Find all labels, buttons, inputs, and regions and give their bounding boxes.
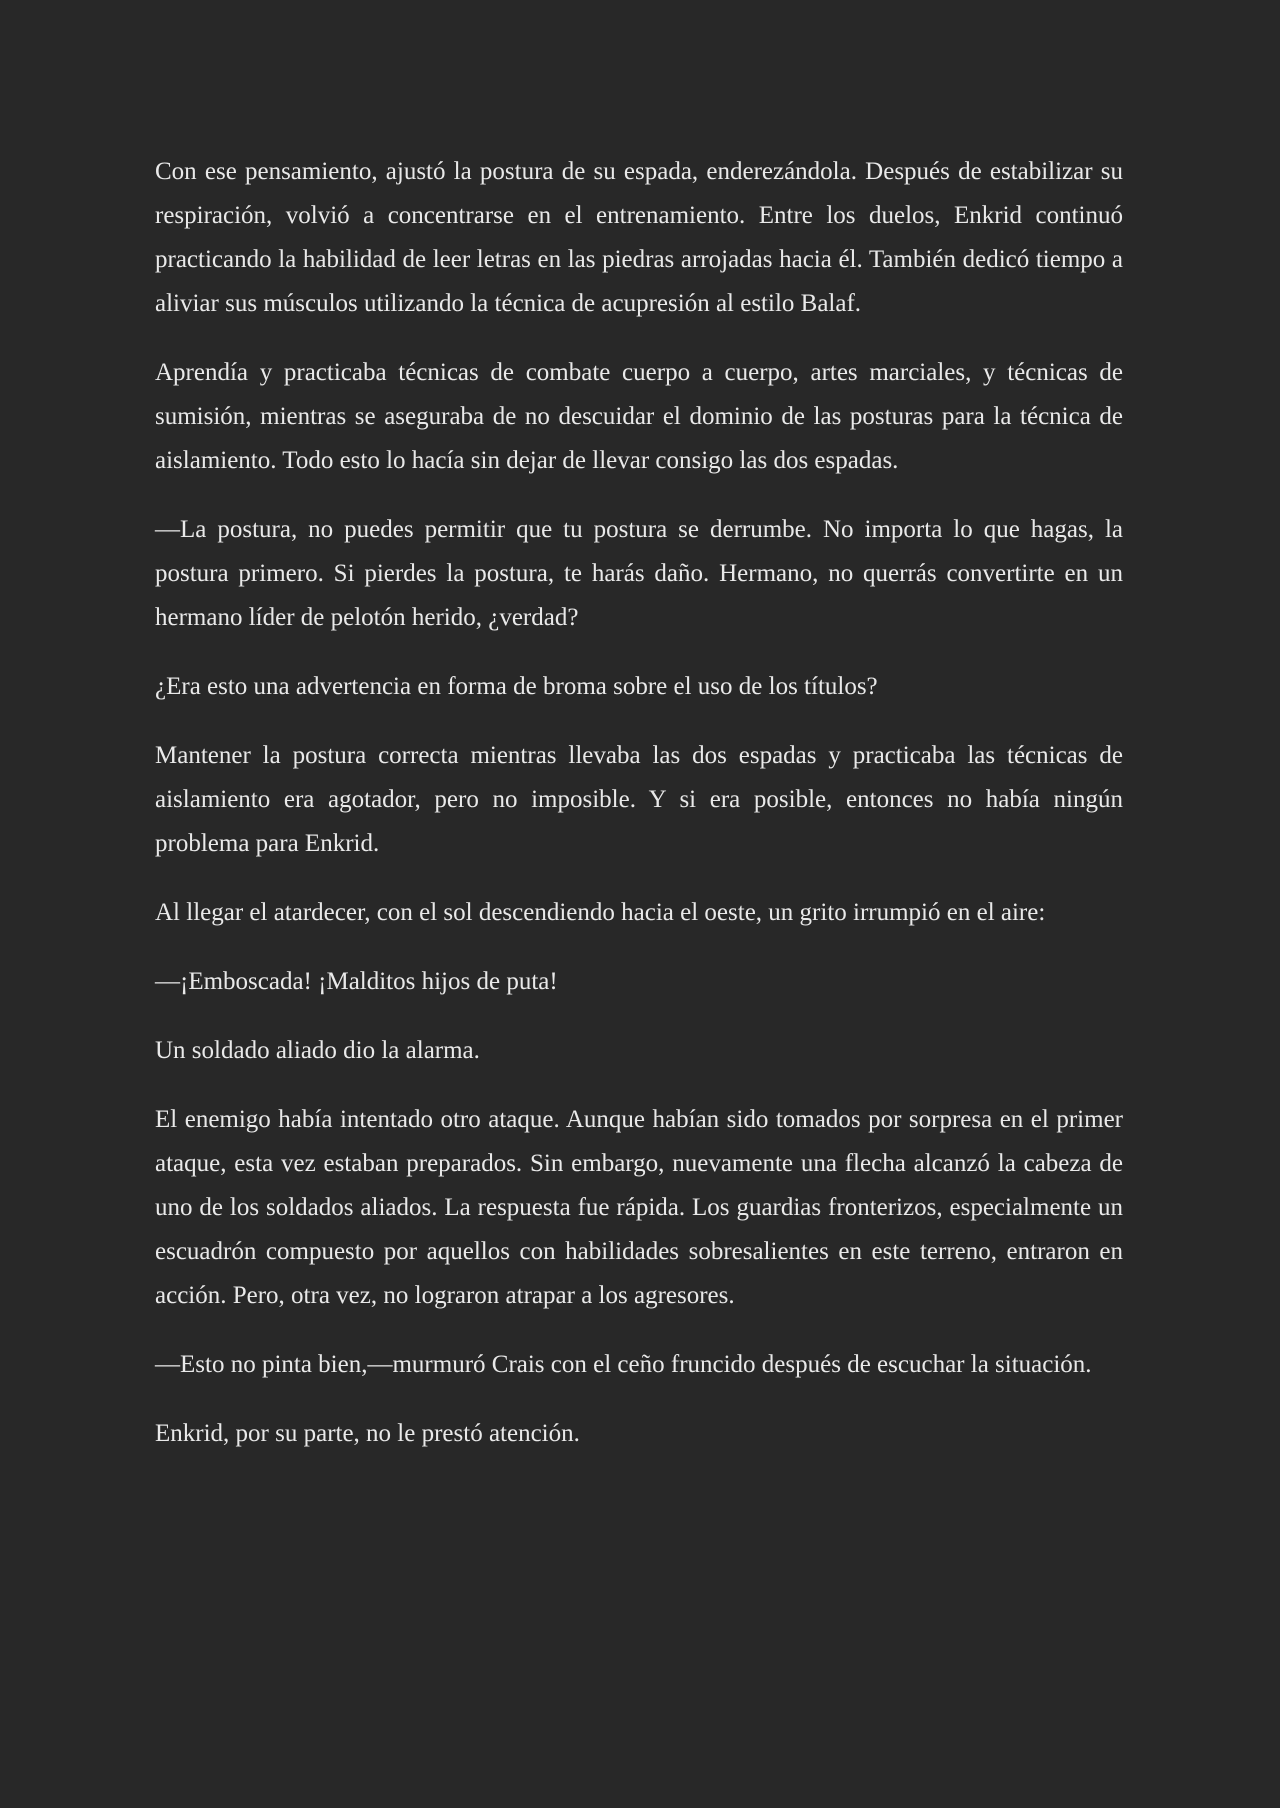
paragraph: Al llegar el atardecer, con el sol descendiendo hacia el oeste, un grito irrumpió en el aire: (155, 899, 1046, 926)
paragraph: —La postura, no puedes permitir que tu postura se derrumbe. No importa lo que hagas, la postura primero. Si pierdes la postura, te harás daño. Hermano, no querrás convertirte en un hermano líder de pelotón herido, ¿verdad? (155, 516, 1123, 631)
paragraph: Aprendía y practicaba técnicas de combate cuerpo a cuerpo, artes marciales, y técnicas de sumisión, mientras se aseguraba de no descuidar el dominio de las posturas para la técnica de aislamiento. Todo esto lo hacía sin dejar de llevar consigo las dos espadas. (155, 359, 1123, 474)
paragraph: Un soldado aliado dio la alarma. (155, 1037, 480, 1064)
paragraph: —¡Emboscada! ¡Malditos hijos de puta! (155, 968, 558, 995)
paragraph: Con ese pensamiento, ajustó la postura de su espada, enderezándola. Después de estabilizar su respiración, volvió a concentrarse en el entrenamiento. Entre los duelos, Enkrid continuó practicando la habilidad de leer letras en las piedras arrojadas hacia él. También dedicó tiempo a aliviar sus músculos utilizando la técnica de acupresión al estilo Balaf. (155, 158, 1123, 317)
paragraph: —Esto no pinta bien,—murmuró Crais con el ceño fruncido después de escuchar la situación. (155, 1351, 1092, 1378)
paragraph: Enkrid, por su parte, no le prestó atención. (155, 1420, 580, 1447)
paragraph: El enemigo había intentado otro ataque. Aunque habían sido tomados por sorpresa en el primer ataque, esta vez estaban preparados. Sin embargo, nuevamente una flecha alcanzó la cabeza de uno de los soldados aliados. La respuesta fue rápida. Los guardias fronterizos, especialmente un escuadrón compuesto por aquellos con habilidades sobresalientes en este terreno, entraron en acción. Pero, otra vez, no lograron atrapar a los agresores. (155, 1106, 1123, 1309)
paragraph: ¿Era esto una advertencia en forma de broma sobre el uso de los títulos? (155, 673, 878, 700)
reader-page (155, 150, 1123, 1481)
paragraph: Mantener la postura correcta mientras llevaba las dos espadas y practicaba las técnicas de aislamiento era agotador, pero no imposible. Y si era posible, entonces no había ningún problema para Enkrid. (155, 742, 1123, 857)
